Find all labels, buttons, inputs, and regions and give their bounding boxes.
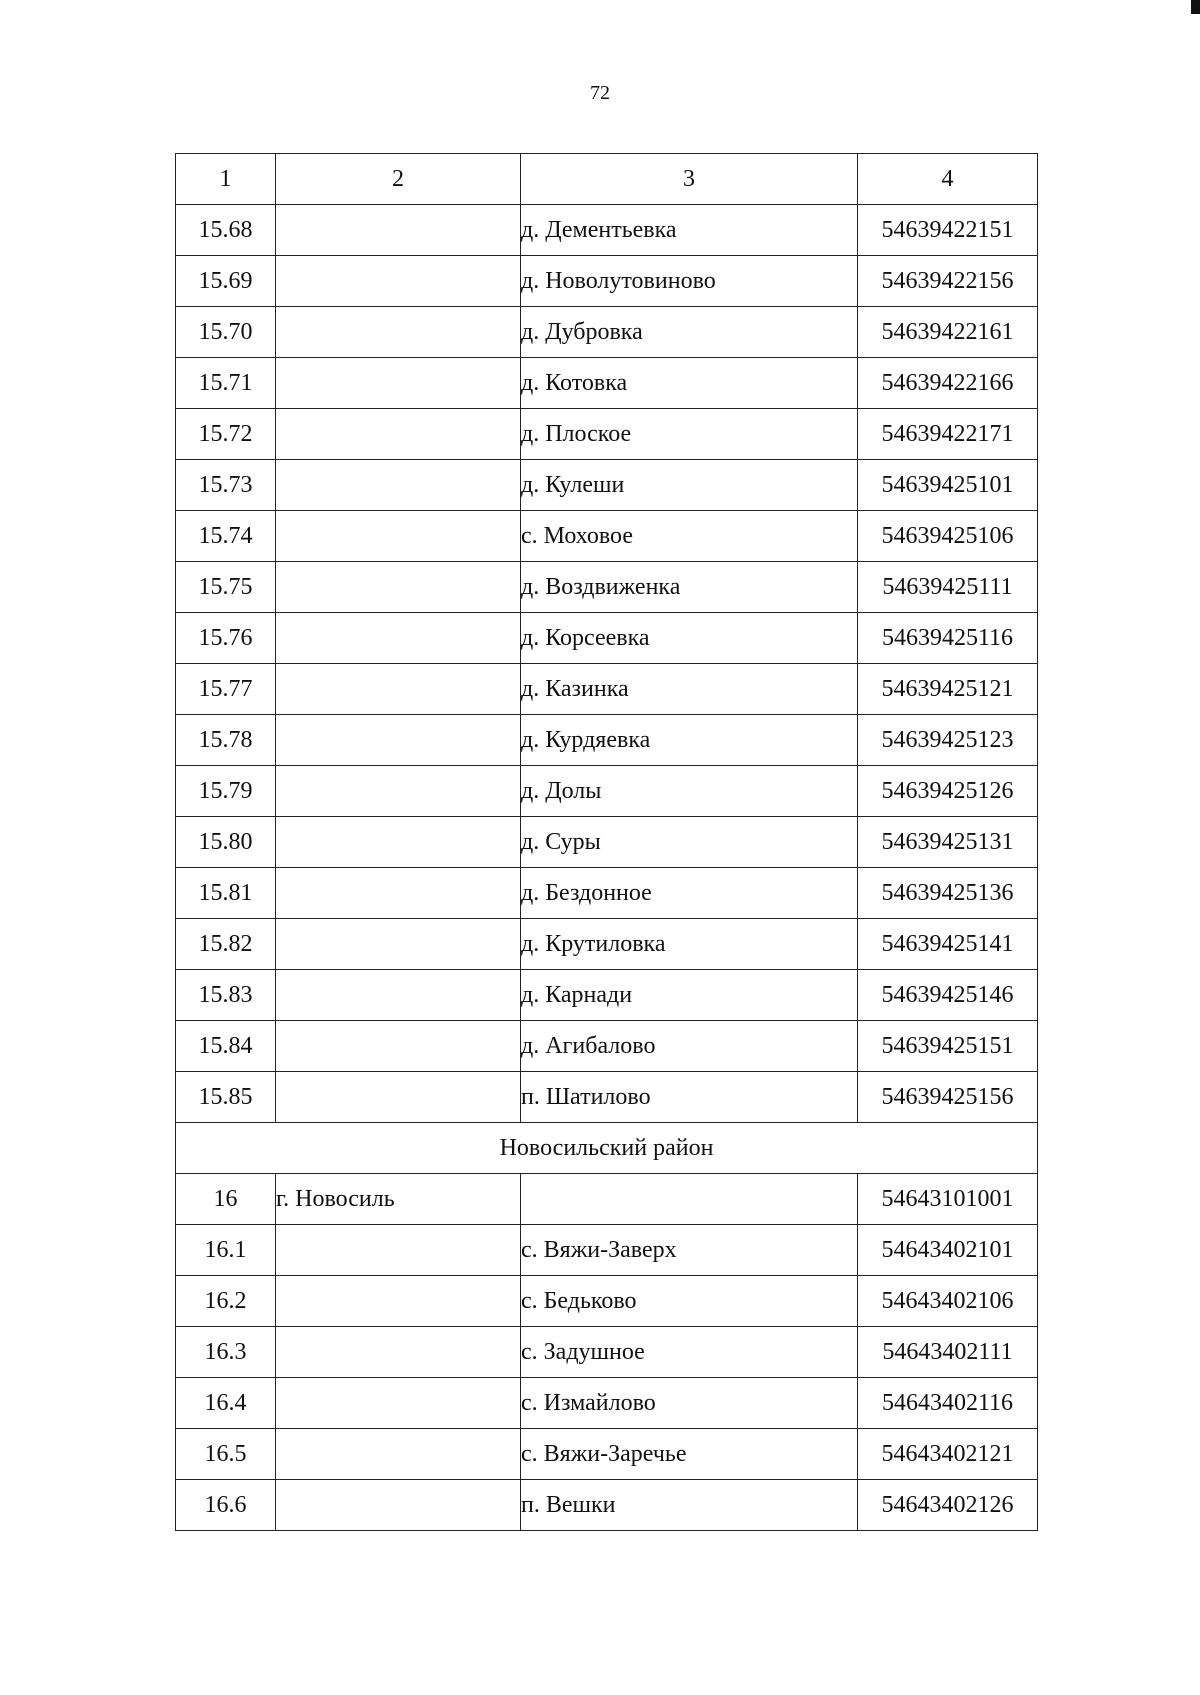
settlement-name-cell: д. Бездонное [521, 868, 858, 919]
okato-code-cell: 54643402121 [858, 1429, 1038, 1480]
municipality-cell [276, 307, 521, 358]
municipality-cell [276, 205, 521, 256]
settlement-name-cell: д. Дементьевка [521, 205, 858, 256]
okato-code-cell: 54639425136 [858, 868, 1038, 919]
table-row [176, 1276, 1038, 1327]
row-number-cell: 15.70 [176, 307, 276, 358]
page-number: 72 [590, 82, 610, 104]
municipality-cell [276, 1327, 521, 1378]
okato-code-cell: 54643402111 [858, 1327, 1038, 1378]
municipality-cell [276, 256, 521, 307]
municipality-cell [276, 664, 521, 715]
row-number-cell: 16 [176, 1174, 276, 1225]
settlement-name-cell: с. Вяжи-Заречье [521, 1429, 858, 1480]
table-row [176, 256, 1038, 307]
table-row [176, 1429, 1038, 1480]
settlement-name-cell: с. Измайлово [521, 1378, 858, 1429]
table-row [176, 205, 1038, 256]
municipality-cell [276, 766, 521, 817]
settlement-name-cell: д. Новолутовиново [521, 256, 858, 307]
okato-code-cell: 54639422171 [858, 409, 1038, 460]
settlement-name-cell: д. Котовка [521, 358, 858, 409]
okato-code-cell: 54639425123 [858, 715, 1038, 766]
table-row [176, 511, 1038, 562]
municipality-cell [276, 562, 521, 613]
municipality-cell [276, 1072, 521, 1123]
settlements-table [175, 153, 1038, 1531]
okato-code-cell: 54639422166 [858, 358, 1038, 409]
row-number-cell: 15.72 [176, 409, 276, 460]
row-number-cell: 15.78 [176, 715, 276, 766]
settlement-name-cell: с. Моховое [521, 511, 858, 562]
municipality-cell [276, 409, 521, 460]
row-number-cell: 15.79 [176, 766, 276, 817]
table-row [176, 664, 1038, 715]
row-number-cell: 16.1 [176, 1225, 276, 1276]
row-number-cell: 16.4 [176, 1378, 276, 1429]
okato-code-cell: 54639422151 [858, 205, 1038, 256]
settlement-name-cell [521, 1174, 858, 1225]
row-number-cell: 15.69 [176, 256, 276, 307]
settlement-name-cell: д. Кулеши [521, 460, 858, 511]
settlement-name-cell: д. Агибалово [521, 1021, 858, 1072]
okato-code-cell: 54643101001 [858, 1174, 1038, 1225]
row-number-cell: 16.3 [176, 1327, 276, 1378]
settlement-name-cell: с. Вяжи-Заверх [521, 1225, 858, 1276]
municipality-cell: г. Новосиль [276, 1174, 521, 1225]
row-number-cell: 15.71 [176, 358, 276, 409]
settlement-name-cell: с. Задушное [521, 1327, 858, 1378]
table-body-section-16 [176, 1174, 1038, 1531]
table-row [176, 1225, 1038, 1276]
settlement-name-cell: д. Курдяевка [521, 715, 858, 766]
municipality-cell [276, 817, 521, 868]
okato-code-cell: 54639422156 [858, 256, 1038, 307]
okato-code-cell: 54643402116 [858, 1378, 1038, 1429]
table-body-section-15 [176, 205, 1038, 1123]
okato-code-cell: 54643402101 [858, 1225, 1038, 1276]
table-row [176, 1378, 1038, 1429]
scan-corner-mark [1191, 0, 1200, 14]
okato-code-cell: 54643402126 [858, 1480, 1038, 1531]
row-number-cell: 16.5 [176, 1429, 276, 1480]
municipality-cell [276, 1225, 521, 1276]
settlement-name-cell: д. Казинка [521, 664, 858, 715]
okato-code-cell: 54639422161 [858, 307, 1038, 358]
table-row [176, 1480, 1038, 1531]
municipality-cell [276, 1429, 521, 1480]
settlement-name-cell: с. Бедьково [521, 1276, 858, 1327]
municipality-cell [276, 868, 521, 919]
row-number-cell: 15.83 [176, 970, 276, 1021]
column-header-2: 2 [276, 154, 521, 205]
table-row [176, 1327, 1038, 1378]
settlement-name-cell: д. Крутиловка [521, 919, 858, 970]
district-name: Новосильский район [176, 1123, 1038, 1174]
okato-code-cell: 54639425106 [858, 511, 1038, 562]
okato-code-cell: 54639425116 [858, 613, 1038, 664]
table-row [176, 613, 1038, 664]
table-row [176, 1021, 1038, 1072]
row-number-cell: 15.73 [176, 460, 276, 511]
row-number-cell: 15.81 [176, 868, 276, 919]
table-row [176, 868, 1038, 919]
column-header-1: 1 [176, 154, 276, 205]
row-number-cell: 15.84 [176, 1021, 276, 1072]
okato-code-cell: 54639425141 [858, 919, 1038, 970]
table-row [176, 970, 1038, 1021]
okato-code-cell: 54639425121 [858, 664, 1038, 715]
row-number-cell: 15.80 [176, 817, 276, 868]
table-row [176, 358, 1038, 409]
okato-code-cell: 54639425146 [858, 970, 1038, 1021]
settlement-name-cell: д. Воздвиженка [521, 562, 858, 613]
municipality-cell [276, 919, 521, 970]
settlement-name-cell: д. Карнади [521, 970, 858, 1021]
table-row [176, 562, 1038, 613]
row-number-cell: 15.77 [176, 664, 276, 715]
row-number-cell: 15.85 [176, 1072, 276, 1123]
table-row [176, 1072, 1038, 1123]
municipality-cell [276, 511, 521, 562]
municipality-cell [276, 460, 521, 511]
municipality-cell [276, 1276, 521, 1327]
row-number-cell: 15.68 [176, 205, 276, 256]
okato-code-cell: 54639425151 [858, 1021, 1038, 1072]
settlement-name-cell: д. Суры [521, 817, 858, 868]
settlement-name-cell: п. Шатилово [521, 1072, 858, 1123]
settlement-name-cell: д. Долы [521, 766, 858, 817]
column-header-4: 4 [858, 154, 1038, 205]
table-header-row [176, 154, 1038, 205]
okato-code-cell: 54639425111 [858, 562, 1038, 613]
table-row [176, 715, 1038, 766]
row-number-cell: 15.82 [176, 919, 276, 970]
municipality-cell [276, 613, 521, 664]
row-number-cell: 15.75 [176, 562, 276, 613]
settlement-name-cell: п. Вешки [521, 1480, 858, 1531]
column-header-3: 3 [521, 154, 858, 205]
municipality-cell [276, 1021, 521, 1072]
row-number-cell: 16.2 [176, 1276, 276, 1327]
district-row-section [176, 1123, 1038, 1174]
table-row [176, 307, 1038, 358]
table-row [176, 1174, 1038, 1225]
municipality-cell [276, 970, 521, 1021]
settlement-name-cell: д. Плоское [521, 409, 858, 460]
district-row [176, 1123, 1038, 1174]
table-row [176, 766, 1038, 817]
municipality-cell [276, 358, 521, 409]
settlement-name-cell: д. Дубровка [521, 307, 858, 358]
table-row [176, 919, 1038, 970]
table-row [176, 817, 1038, 868]
okato-code-cell: 54639425126 [858, 766, 1038, 817]
row-number-cell: 15.76 [176, 613, 276, 664]
table-row [176, 460, 1038, 511]
okato-code-cell: 54639425131 [858, 817, 1038, 868]
municipality-cell [276, 715, 521, 766]
settlement-name-cell: д. Корсеевка [521, 613, 858, 664]
row-number-cell: 15.74 [176, 511, 276, 562]
okato-code-cell: 54639425101 [858, 460, 1038, 511]
okato-code-cell: 54643402106 [858, 1276, 1038, 1327]
okato-code-cell: 54639425156 [858, 1072, 1038, 1123]
table-row [176, 409, 1038, 460]
row-number-cell: 16.6 [176, 1480, 276, 1531]
municipality-cell [276, 1480, 521, 1531]
municipality-cell [276, 1378, 521, 1429]
